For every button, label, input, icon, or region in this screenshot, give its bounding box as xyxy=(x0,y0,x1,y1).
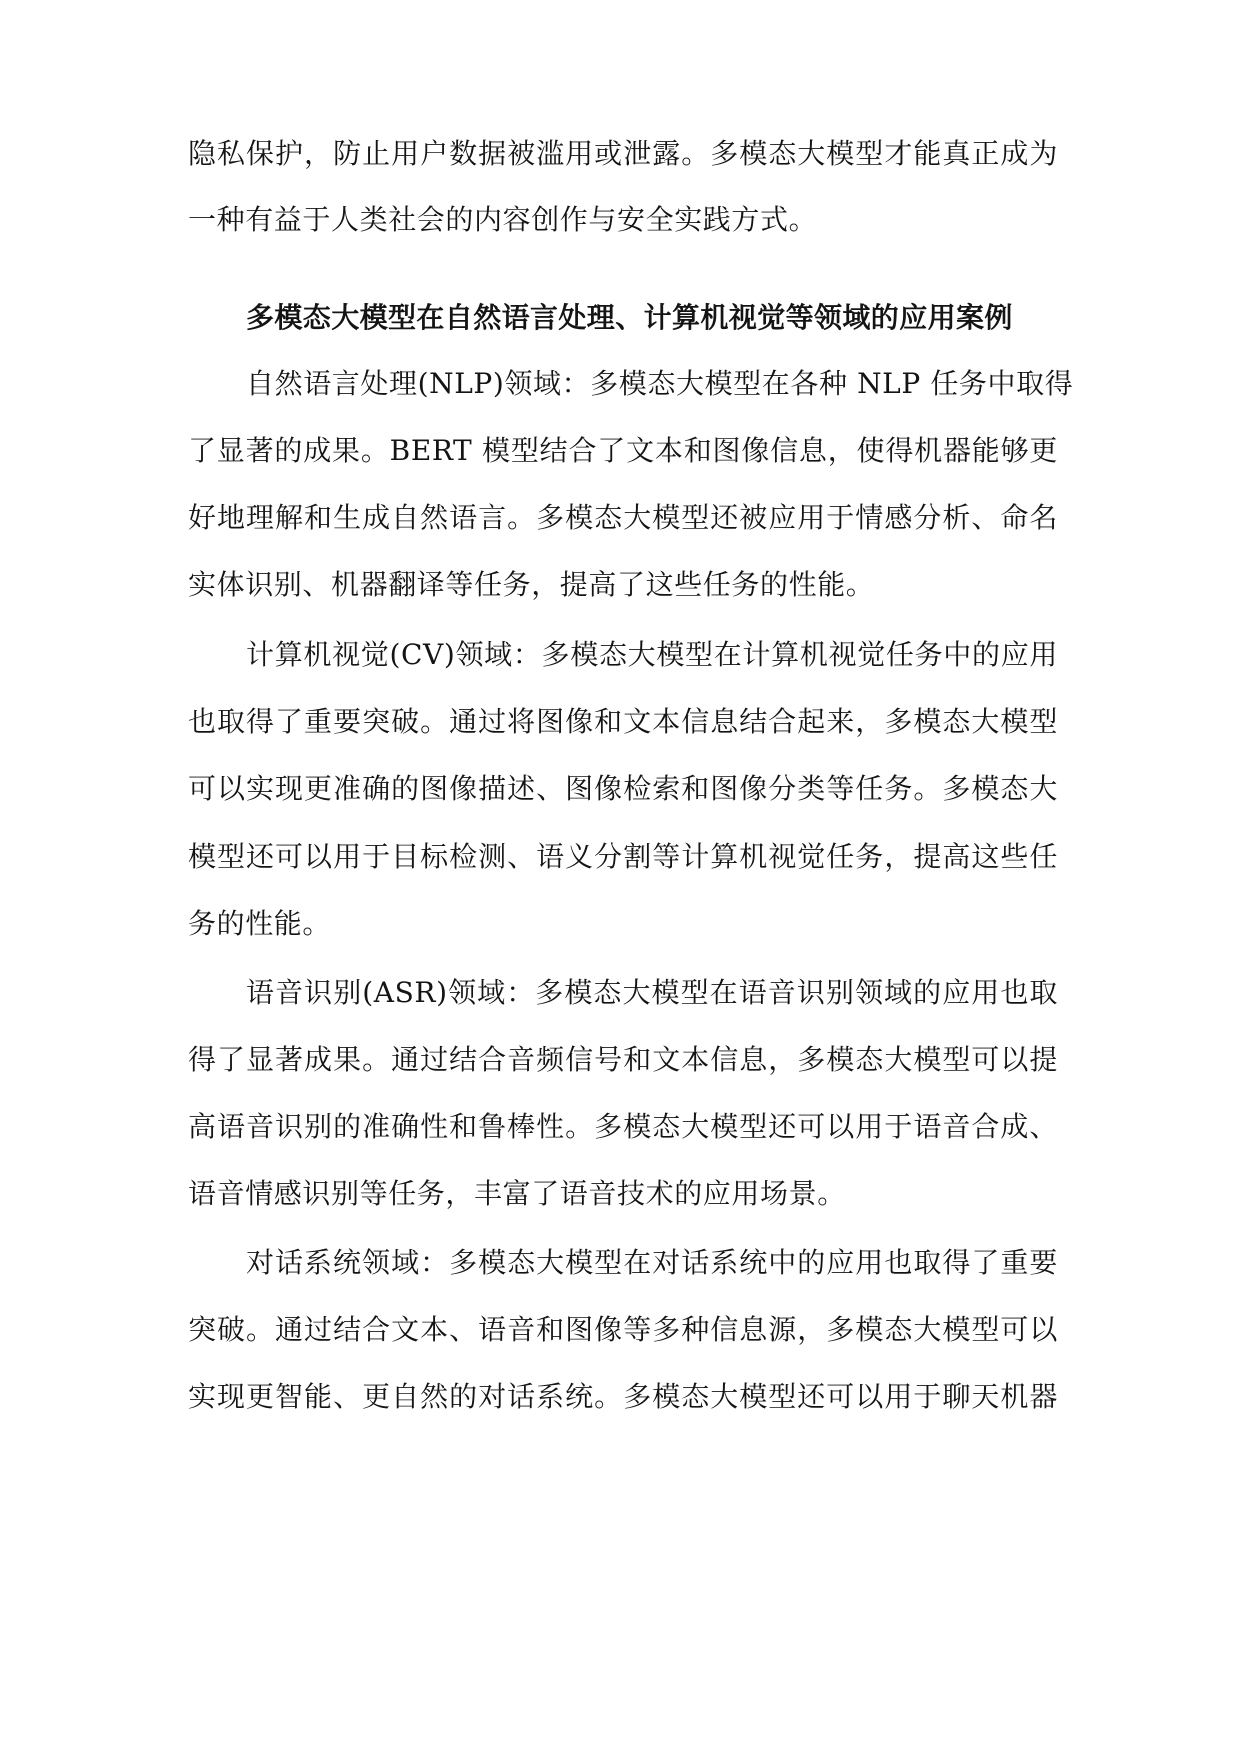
paragraph-nlp-line-1: 自然语言处理(NLP)领域：多模态大模型在各种 NLP 任务中取得 xyxy=(246,367,1074,400)
paragraph-dialogue-line-1: 对话系统领域：多模态大模型在对话系统中的应用也取得了重要 xyxy=(246,1246,1058,1279)
paragraph-cv-line-2: 也取得了重要突破。通过将图像和文本信息结合起来，多模态大模型 xyxy=(188,705,1058,738)
paragraph-nlp-line-4: 实体识别、机器翻译等任务，提高了这些任务的性能。 xyxy=(188,568,875,601)
paragraph-dialogue-line-3: 实现更智能、更自然的对话系统。多模态大模型还可以用于聊天机器 xyxy=(188,1380,1058,1413)
paragraph-cv-line-4: 模型还可以用于目标检测、语义分割等计算机视觉任务，提高这些任 xyxy=(188,840,1058,873)
paragraph-nlp-line-2: 了显著的成果。BERT 模型结合了文本和图像信息，使得机器能够更 xyxy=(188,434,1058,467)
intro-line-2: 一种有益于人类社会的内容创作与安全实践方式。 xyxy=(188,203,818,236)
paragraph-cv-line-1: 计算机视觉(CV)领域：多模态大模型在计算机视觉任务中的应用 xyxy=(246,638,1058,671)
section-heading: 多模态大模型在自然语言处理、计算机视觉等领域的应用案例 xyxy=(246,301,1013,334)
paragraph-asr-line-3: 高语音识别的准确性和鲁棒性。多模态大模型还可以用于语音合成、 xyxy=(188,1110,1058,1143)
paragraph-cv-line-3: 可以实现更准确的图像描述、图像检索和图像分类等任务。多模态大 xyxy=(188,772,1058,805)
intro-line-1: 隐私保护，防止用户数据被滥用或泄露。多模态大模型才能真正成为 xyxy=(188,137,1058,170)
paragraph-nlp-line-3: 好地理解和生成自然语言。多模态大模型还被应用于情感分析、命名 xyxy=(188,501,1058,534)
paragraph-dialogue-line-2: 突破。通过结合文本、语音和图像等多种信息源，多模态大模型可以 xyxy=(188,1313,1058,1346)
paragraph-cv-line-5: 务的性能。 xyxy=(188,907,332,940)
paragraph-asr-line-2: 得了显著成果。通过结合音频信号和文本信息，多模态大模型可以提 xyxy=(188,1043,1058,1076)
paragraph-asr-line-1: 语音识别(ASR)领域：多模态大模型在语音识别领域的应用也取 xyxy=(246,976,1058,1009)
paragraph-asr-line-4: 语音情感识别等任务，丰富了语音技术的应用场景。 xyxy=(188,1177,846,1210)
